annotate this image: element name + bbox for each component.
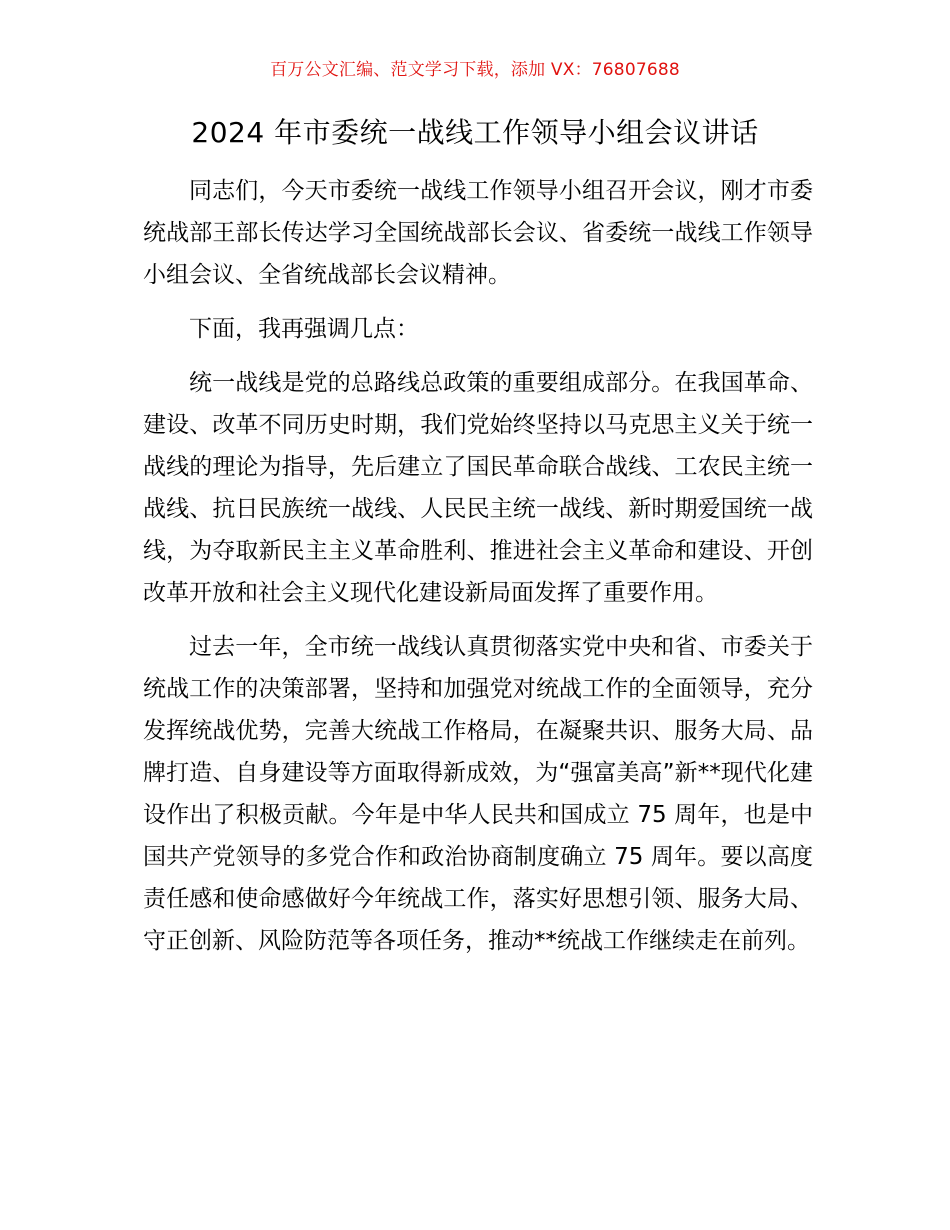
paragraph-opening: 同志们，今天市委统一战线工作领导小组召开会议，刚才市委统战部王部长传达学习全国统战部长会议、省委统一战线工作领导小组会议、全省统战部长会议精神。	[143, 178, 813, 288]
paragraph-past-year-review: 过去一年，全市统一战线认真贯彻落实党中央和省、市委关于统战工作的决策部署，坚持和加强党对统战工作的全面领导，充分发挥统战优势，完善大统战工作格局，在凝聚共识、服务大局、品牌打造、自身建设等方面取得新成效，为“强富美高”新**现代化建设作出了积极贡献。今年是中华人民共和国成立 75 周年，也是中国共产党领导的多党合作和政治协商制度确立 75 周年。要以高度责任感和使命感做好今年统战工作，落实好思想引领、服务大局、守正创新、风险防范等各项任务，推动**统战工作继续走在前列。	[143, 634, 813, 954]
header-watermark-note: 百万公文汇编、范文学习下载，添加 VX：76807688	[270, 60, 680, 80]
document-title: 2024 年市委统一战线工作领导小组会议讲话	[191, 116, 759, 149]
paragraph-transition: 下面，我再强调几点：	[189, 316, 419, 342]
document-body	[143, 170, 813, 974]
paragraph-united-front-history: 统一战线是党的总路线总政策的重要组成部分。在我国革命、建设、改革不同历史时期，我们党始终坚持以马克思主义关于统一战线的理论为指导，先后建立了国民革命联合战线、工农民主统一战线、抗日民族统一战线、人民民主统一战线、新时期爱国统一战线，为夺取新民主主义革命胜利、推进社会主义革命和建设、开创改革开放和社会主义现代化建设新局面发挥了重要作用。	[143, 370, 813, 606]
